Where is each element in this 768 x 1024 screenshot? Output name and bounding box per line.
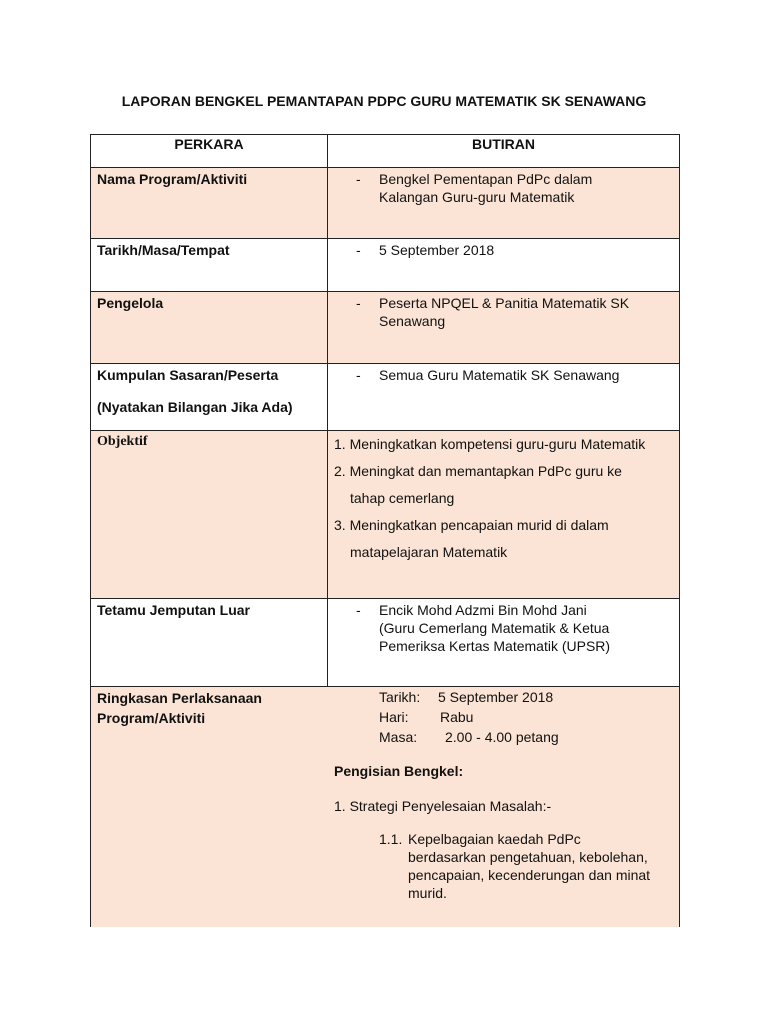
label-kumpulan: Kumpulan Sasaran/Peserta (Nyatakan Bilangan Jika Ada)	[91, 364, 328, 431]
value-tarikh: - 5 September 2018	[356, 242, 495, 258]
sub-item-1-1: 1.1. Kepelbagaian kaedah PdPc berdasarkan pengetahuan, kebolehan, pencapaian, kecenderungan dan minat murid.	[379, 831, 651, 901]
pengisian-heading: Pengisian Bengkel:	[334, 763, 464, 779]
value-nama-program: - Bengkel Pementapan PdPc dalam Kalangan Guru-guru Matematik	[356, 171, 593, 205]
table-header-row	[91, 135, 680, 168]
list-item: 2. Meningkat dan memantapkan PdPc guru ke tahap cemerlang	[334, 463, 622, 506]
table-row	[91, 364, 680, 431]
label-tarikh: Tarikh/Masa/Tempat	[91, 239, 328, 292]
header-perkara: PERKARA	[91, 135, 328, 168]
label-nama-program: Nama Program/Aktiviti	[91, 168, 328, 239]
label-pengelola: Pengelola	[91, 292, 328, 364]
label-objektif: Objektif	[91, 431, 328, 599]
label-tetamu: Tetamu Jemputan Luar	[91, 599, 328, 687]
ringkasan-masa: Masa: 2.00 - 4.00 petang	[379, 729, 559, 745]
page-title: LAPORAN BENGKEL PEMANTAPAN PDPC GURU MATEMATIK SK SENAWANG	[121, 93, 647, 109]
table-row	[91, 599, 680, 687]
label-ringkasan: Ringkasan Perlaksanaan Program/Aktiviti	[91, 687, 328, 927]
table-row	[91, 168, 680, 239]
ringkasan-hari: Hari: Rabu	[379, 709, 474, 725]
value-kumpulan: - Semua Guru Matematik SK Senawang	[356, 367, 620, 383]
report-table	[90, 134, 680, 927]
value-tetamu: - Encik Mohd Adzmi Bin Mohd Jani (Guru Cemerlang Matematik & Ketua Pemeriksa Kertas Matematik (UPSR)	[356, 602, 611, 654]
table-row	[91, 687, 680, 927]
header-butiran: BUTIRAN	[328, 135, 680, 168]
ringkasan-tarikh: Tarikh: 5 September 2018	[379, 689, 554, 705]
table-row	[91, 239, 680, 292]
list-item: 3. Meningkatkan pencapaian murid di dalam matapelajaran Matematik	[334, 517, 609, 560]
list-item: 1. Meningkatkan kompetensi guru-guru Matematik	[334, 436, 646, 452]
strategi-item: 1. Strategi Penyelesaian Masalah:-	[334, 798, 552, 814]
table-row	[91, 292, 680, 364]
objektif-list	[328, 431, 679, 566]
table-row	[91, 431, 680, 599]
value-pengelola: - Peserta NPQEL & Panitia Matematik SK Senawang	[356, 295, 630, 329]
